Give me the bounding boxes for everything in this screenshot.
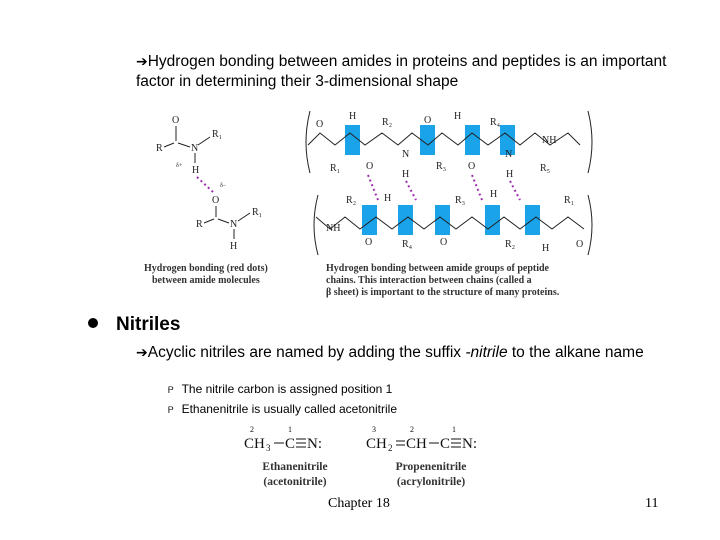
- svg-text:O: O: [316, 119, 324, 130]
- svg-text:O: O: [468, 161, 476, 172]
- svg-text:H: H: [192, 165, 200, 176]
- svg-text:O: O: [366, 161, 374, 172]
- svg-text:R₃: R₃: [436, 161, 447, 172]
- bullet2-text-italic: -nitrile: [465, 344, 508, 361]
- svg-text:N: N: [402, 149, 410, 160]
- svg-text:1: 1: [288, 425, 292, 434]
- sub-bullet-item: [168, 380, 397, 400]
- svg-text:R₂: R₂: [505, 239, 516, 250]
- svg-text:N: N: [230, 219, 238, 230]
- svg-text:O: O: [576, 239, 584, 250]
- svg-text:CH: CH: [406, 436, 427, 452]
- svg-text:3: 3: [372, 425, 376, 434]
- svg-text:N: N: [191, 143, 199, 154]
- svg-text:R₁: R₁: [330, 163, 341, 174]
- svg-text:2: 2: [250, 425, 254, 434]
- sub-bullet-text: Ethanenitrile is usually called acetonitrile: [181, 402, 398, 416]
- svg-text:N:: N:: [307, 436, 322, 452]
- left-caption-line-1: Hydrogen bonding (red dots): [144, 263, 268, 274]
- acetonitrile-name: (acetonitrile): [263, 476, 327, 488]
- nitriles-heading: [88, 314, 180, 336]
- svg-text:δ−: δ−: [220, 183, 227, 189]
- bullet-dot-icon: [88, 318, 98, 328]
- nitrile-structures: [240, 424, 510, 494]
- svg-text:H: H: [384, 193, 392, 204]
- svg-text:O: O: [365, 237, 373, 248]
- svg-text:R₄: R₄: [490, 117, 501, 128]
- sub-bullet-marker-icon: Ꮲ: [168, 406, 174, 416]
- svg-text:R₅: R₅: [540, 163, 551, 174]
- svg-text:δ+: δ+: [176, 163, 183, 169]
- svg-text:R₁: R₁: [564, 195, 575, 206]
- svg-text:H: H: [349, 111, 357, 122]
- chapter-label: Chapter 18: [328, 496, 390, 511]
- svg-text:R₂: R₂: [382, 117, 393, 128]
- svg-text:H: H: [230, 241, 238, 252]
- svg-text:2: 2: [410, 425, 414, 434]
- svg-text:H: H: [542, 243, 550, 254]
- right-caption-line-3: β sheet) is important to the structure of many proteins.: [326, 287, 560, 298]
- propenenitrile-name: Propenenitrile: [395, 461, 467, 473]
- svg-text:H: H: [402, 169, 410, 180]
- svg-text:CH: CH: [366, 436, 387, 452]
- svg-text:R: R: [196, 219, 203, 230]
- bullet2-text-suffix: to the alkane name: [507, 344, 644, 361]
- svg-text:R₁: R₁: [212, 129, 223, 140]
- svg-text:N: N: [505, 149, 513, 160]
- left-figure-caption: [144, 263, 268, 287]
- svg-text:O: O: [212, 195, 220, 206]
- svg-text:O: O: [172, 115, 180, 126]
- right-caption-line-1: Hydrogen bonding between amide groups of peptide: [326, 263, 549, 274]
- svg-text:H: H: [490, 189, 498, 200]
- bullet-hydrogen-bonding: [136, 52, 696, 92]
- sub-bullet-text: The nitrile carbon is assigned position 1: [181, 382, 393, 396]
- svg-text:O: O: [440, 237, 448, 248]
- nitrile-structures-drawing: [240, 424, 510, 456]
- sub-bullet-marker-icon: Ꮲ: [168, 386, 174, 396]
- left-caption-line-2: between amide molecules: [152, 275, 260, 286]
- propenenitrile-label: [376, 460, 486, 490]
- arrow-bullet-icon: ➔: [136, 345, 148, 361]
- arrow-bullet-icon: ➔: [136, 54, 148, 70]
- svg-text:R₂: R₂: [346, 195, 357, 206]
- svg-text:R₁: R₁: [252, 207, 263, 218]
- svg-text:3: 3: [266, 443, 271, 453]
- ethanenitrile-label: [250, 460, 340, 490]
- bullet1-text: Hydrogen bonding between amides in proteins and peptides is an important factor in determining their 3-dimensional shape: [136, 53, 667, 90]
- right-caption-line-2: chains. This interaction between chains (called a: [326, 275, 532, 286]
- svg-text:2: 2: [388, 443, 393, 453]
- svg-text:C: C: [285, 436, 296, 452]
- svg-text:R₃: R₃: [455, 195, 466, 206]
- svg-text:H: H: [506, 169, 514, 180]
- svg-text:CH: CH: [244, 436, 265, 452]
- svg-text:1: 1: [452, 425, 456, 434]
- acrylonitrile-name: (acrylonitrile): [396, 476, 466, 488]
- bullet2-text-prefix: Acyclic nitriles are named by adding the suffix: [147, 344, 466, 361]
- svg-text:C: C: [440, 436, 451, 452]
- page-number: 11: [645, 496, 659, 511]
- nitriles-heading-text: Nitriles: [116, 314, 181, 335]
- right-figure-caption: [326, 263, 559, 299]
- svg-text:NH: NH: [326, 223, 341, 234]
- hydrogen-bonding-figure: [140, 105, 600, 305]
- svg-text:R: R: [156, 143, 163, 154]
- ethanenitrile-name: Ethanenitrile: [262, 461, 328, 473]
- bullet-nitrile-naming: [136, 343, 696, 363]
- svg-text:O: O: [424, 115, 432, 126]
- svg-text:N:: N:: [462, 436, 477, 452]
- sub-bullet-item: [168, 400, 397, 420]
- svg-text:NH: NH: [542, 135, 557, 146]
- sub-bullet-list: [168, 380, 397, 420]
- svg-text:H: H: [454, 111, 462, 122]
- svg-text:R₄: R₄: [402, 239, 413, 250]
